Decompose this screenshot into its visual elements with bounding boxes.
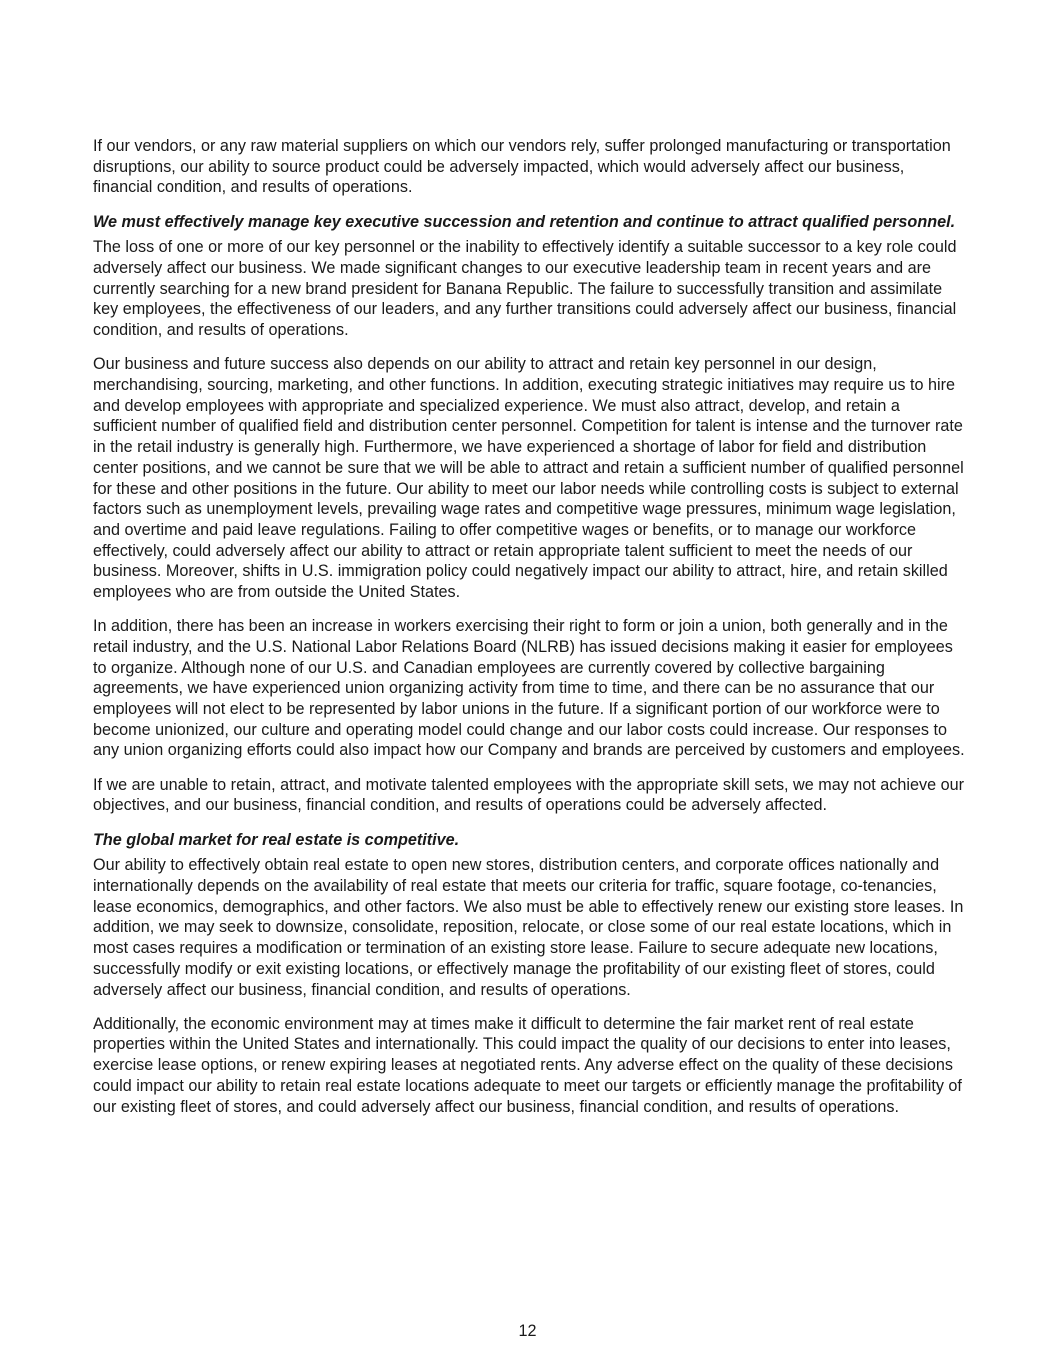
paragraph-obtain-real-estate: Our ability to effectively obtain real estate to open new stores, distribution centers, and corporate offices nationally and internationally depends on the availability of real estate that meets our criteria for traffic, square footage, co-tenancies, lease economics, demographics, and other factors. We also must be able to effectively renew our existing store leases. In addition, we may seek to downsize, consolidate, reposition, relocate, or close some of our real estate locations, which in most cases requires a modification or termination of an existing store lease. Failure to secure adequate new locations, successfully modify or exit existing locations, or effectively manage the profitability of our existing fleet of stores, could adversely affect our business, financial condition, and results of operations. <box>93 856 964 999</box>
heading-real-estate-market: The global market for real estate is competitive. <box>93 830 460 849</box>
paragraph-retain-motivate: If we are unable to retain, attract, and motivate talented employees with the appropriate skill sets, we may not achieve our objectives, and our business, financial condition, and results of operations could be adversely affected. <box>93 775 964 815</box>
paragraph-unionization: In addition, there has been an increase in workers exercising their right to form or join a union, both generally and in the retail industry, and the U.S. National Labor Relations Board (NLRB) has issued decisions making it easier for employees to organize. Although none of our U.S. and Canadian employees are currently covered by collective bargaining agreements, we have experienced union organizing activity from time to time, and there can be no assurance that our employees will not elect to be represented by labor unions in the future. If a significant portion of our workforce were to become unionized, our culture and operating model could change and our labor costs could increase. Our responses to any union organizing efforts could also impact how our Company and brands are perceived by customers and employees. <box>93 617 965 760</box>
paragraph-attract-retain-talent: Our business and future success also depends on our ability to attract and retain key personnel in our design, merchandising, sourcing, marketing, and other functions. In addition, executing strategic initiatives may require us to hire and develop employees with appropriate and specialized experience. We must also attract, develop, and retain a sufficient number of qualified field and distribution center personnel. Competition for talent is intense and the turnover rate in the retail industry is generally high. Furthermore, we have experienced a shortage of labor for field and distribution center positions, and we cannot be sure that we will be able to attract and retain a sufficient number of qualified personnel for these and other positions in the future. Our ability to meet our labor needs while controlling costs is subject to external factors such as unemployment levels, prevailing wage rates and competitive wage pressures, minimum wage legislation, and overtime and paid leave regulations. Failing to offer competitive wages or benefits, or to manage our workforce effectively, could adversely affect our ability to attract or retain appropriate talent sufficient to meet the needs of our business. Moreover, shifts in U.S. immigration policy could negatively impact our ability to attract, hire, and retain skilled employees who are from outside the United States. <box>93 355 964 602</box>
document-body <box>93 136 965 1131</box>
paragraph-key-personnel-loss: The loss of one or more of our key personnel or the inability to effectively identify a suitable successor to a key role could adversely affect our business. We made significant changes to our executive leadership team in recent years and are currently searching for a new brand president for Banana Republic. The failure to successfully transition and assimilate key employees, the effectiveness of our leaders, and any further transitions could adversely affect our business, financial condition, and results of operations. <box>93 238 957 340</box>
heading-executive-succession: We must effectively manage key executive succession and retention and continue to attract qualified personnel. <box>93 212 956 231</box>
paragraph-fair-market-rent: Additionally, the economic environment may at times make it difficult to determine the fair market rent of real estate properties within the United States and internationally. This could impact the quality of our decisions to enter into leases, exercise lease options, or renew expiring leases at negotiated rents. Any adverse effect on the quality of these decisions could impact our ability to retain real estate locations adequate to meet our targets or efficiently manage the profitability of our existing fleet of stores, and could adversely affect our business, financial condition, and results of operations. <box>93 1014 962 1116</box>
paragraph-vendor-disruptions: If our vendors, or any raw material suppliers on which our vendors rely, suffer prolonged manufacturing or transportation disruptions, our ability to source product could be adversely impacted, which would adversely affect our business, financial condition, and results of operations. <box>93 137 951 197</box>
page-number: 12 <box>518 1322 537 1340</box>
